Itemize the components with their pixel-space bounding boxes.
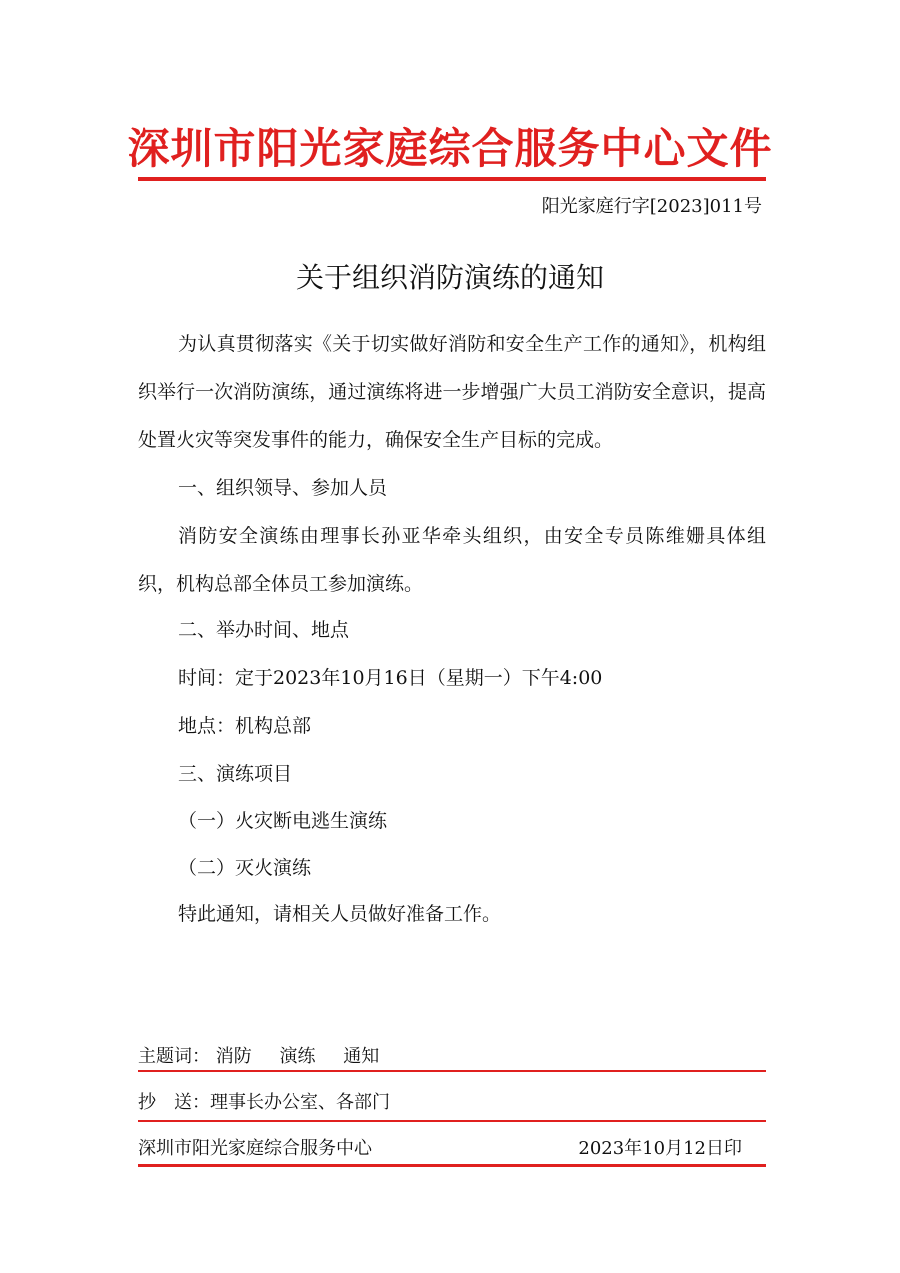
print-date: 2023年10月12日印 (578, 1138, 742, 1159)
intro-paragraph: 为认真贯彻落实《关于切实做好消防和安全生产工作的通知》，机构组织举行一次消防演练，通过演练将进一步增强广大员工消防安全意识，提高处置火灾等突发事件的能力，确保安全生产目标的完成。 (138, 333, 766, 451)
section1-heading: 一、组织领导、参加人员 (178, 477, 388, 499)
time-line: 时间：定于2023年10月16日（星期一）下午4:00 (178, 667, 603, 689)
notice-title: 关于组织消防演练的通知 (295, 261, 604, 294)
drill-item-2: （二）灭火演练 (178, 857, 312, 879)
cc-row (138, 1088, 390, 1114)
cc-value: 理事长办公室、各部门 (210, 1092, 390, 1113)
footer-rule-3 (138, 1164, 766, 1167)
section2-heading: 二、举办时间、地点 (178, 619, 350, 641)
org-header-title: 深圳市阳光家庭综合服务中心文件 (127, 124, 773, 173)
keyword: 通知 (343, 1046, 380, 1067)
closing-paragraph: 特此通知，请相关人员做好准备工作。 (178, 903, 502, 925)
footer-rule-1 (138, 1070, 766, 1072)
keywords-label: 主题词： (138, 1046, 210, 1067)
drill-item-1: （一）火灾断电逃生演练 (178, 810, 388, 832)
footer-rule-2 (138, 1120, 766, 1122)
document-number: 阳光家庭行字[2023]011号 (541, 196, 762, 217)
issuer: 深圳市阳光家庭综合服务中心 (138, 1138, 372, 1159)
keywords-row (138, 1042, 401, 1068)
header-red-rule (138, 177, 766, 181)
section1-text: 消防安全演练由理事长孙亚华牵头组织，由安全专员陈维姗具体组织，机构总部全体员工参加演练。 (138, 525, 766, 595)
keyword: 演练 (279, 1046, 316, 1067)
keyword: 消防 (215, 1046, 252, 1067)
section3-heading: 三、演练项目 (178, 763, 293, 785)
place-line: 地点：机构总部 (178, 715, 312, 737)
cc-label: 抄 送： (138, 1092, 210, 1113)
